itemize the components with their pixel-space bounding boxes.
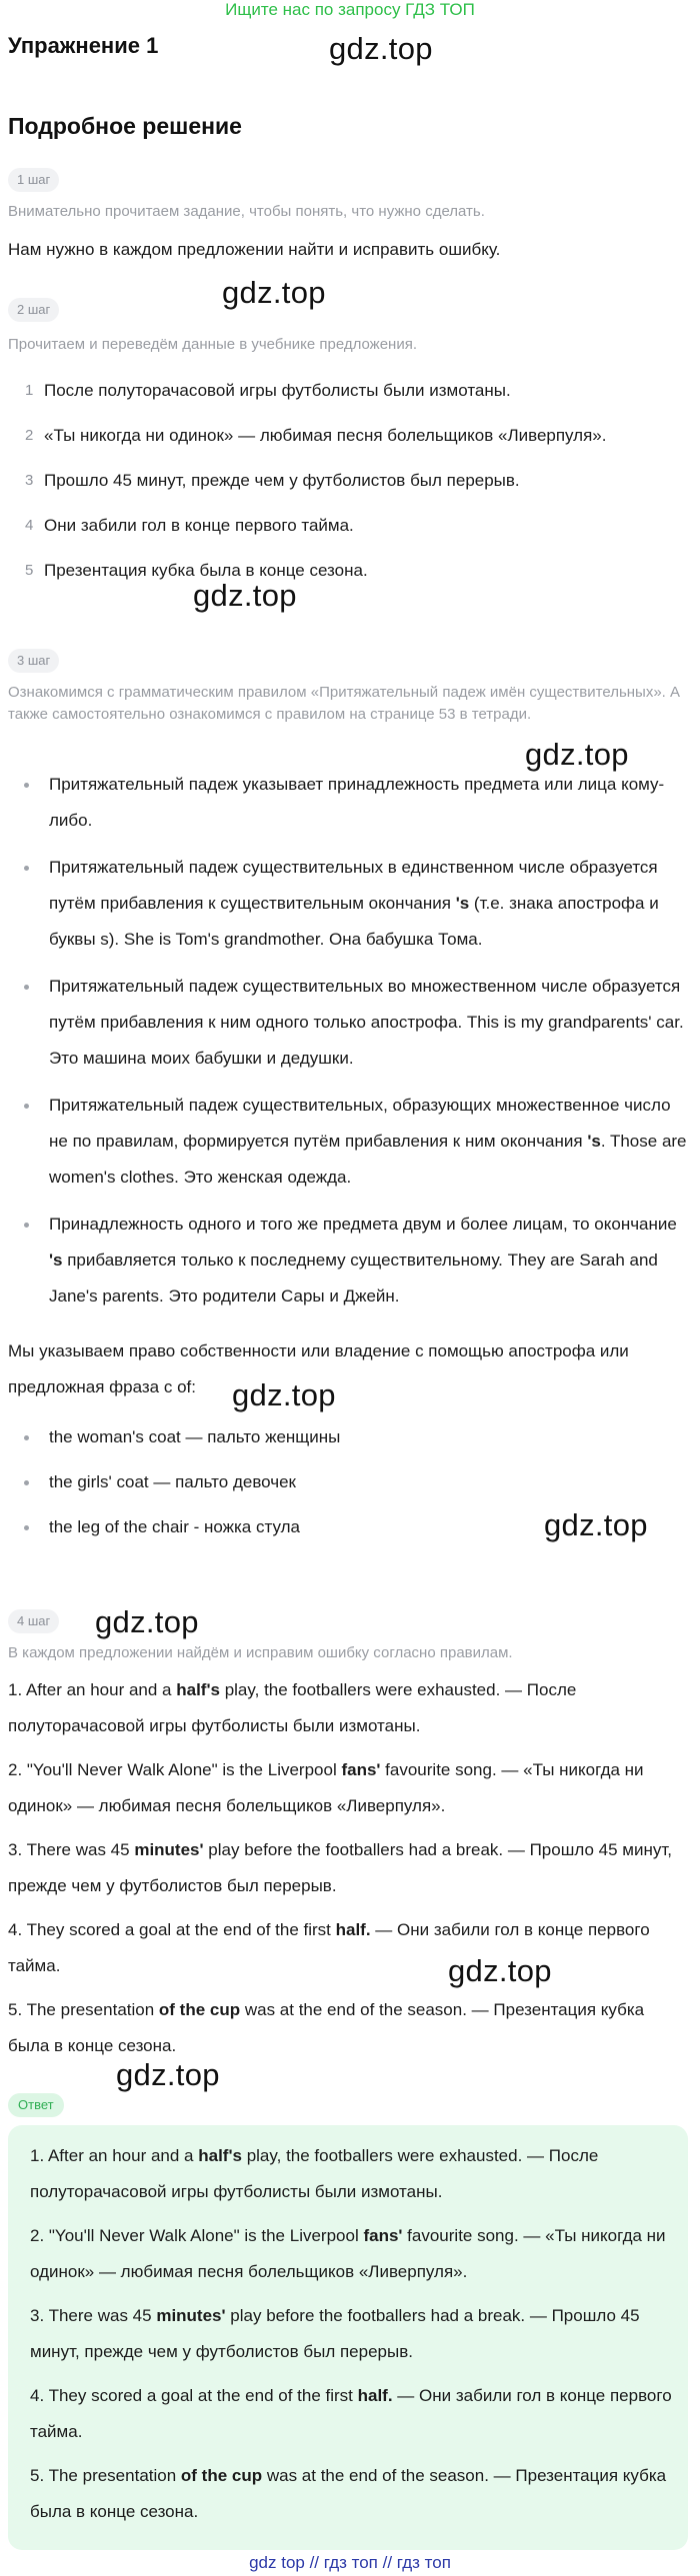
item-text: Презентация кубка была в конце сезона. (44, 560, 368, 580)
correction-text: 3. There was 45 (8, 1840, 135, 1859)
item-number: 4 (25, 517, 34, 534)
translation-list (8, 368, 690, 593)
bullet-dot (24, 1525, 29, 1530)
list-item (8, 1207, 688, 1314)
example-text: the girls' coat — пальто девочек (49, 1472, 296, 1491)
answer-text: favourite song. — «Ты никогда ни одинок» — любимая песня болельщиков «Ливерпуля». (30, 2226, 666, 2281)
correction-item (8, 1912, 690, 1984)
answer-highlight: of the cup (180, 2466, 263, 2485)
watermark: gdz.top (232, 1377, 336, 1412)
answer-text: 5. The presentation (30, 2466, 181, 2485)
answer-corrections (30, 2138, 678, 2538)
page-title: Упражнение 1 (8, 33, 159, 58)
correction-item (8, 1832, 690, 1904)
answer-highlight: fans' (363, 2226, 403, 2245)
item-text: Они забили гол в конце первого тайма. (44, 515, 354, 535)
answer-item (30, 2138, 678, 2210)
watermark: gdz.top (95, 1604, 199, 1639)
answer-text: play before the footballers had a break. — Прошло 45 минут, прежде чем у футболистов был перерыв. (30, 2306, 640, 2361)
step-note: Ознакомимся с грамматическим правилом «Притяжательный падеж имён существительных». А также самостоятельно ознакомимся с правилом на странице 53 в тетради. (8, 684, 681, 723)
correction-highlight: minutes' (134, 1840, 204, 1859)
item-number: 3 (25, 472, 34, 489)
item-number: 5 (25, 562, 34, 579)
bullet-dot (24, 1104, 29, 1109)
list-item (8, 548, 690, 593)
rule-text: Принадлежность одного и того же предмета двум и более лицам, то окончание (49, 1215, 677, 1234)
rule-highlight: 's (455, 894, 470, 913)
answer-item (30, 2298, 678, 2370)
correction-text: 2. "You'll Never Walk Alone" is the Liverpool (8, 1760, 342, 1779)
step-note: В каждом предложении найдём и исправим ошибку согласно правилам. (8, 1644, 513, 1661)
correction-item (8, 1752, 690, 1824)
answer-highlight: half's (198, 2146, 242, 2165)
step-badge: 1 шаг (8, 168, 59, 192)
correction-text: was at the end of the season. — Презентация кубка была в конце сезона. (8, 2000, 645, 2055)
correction-text: 1. After an hour and a (8, 1680, 177, 1699)
answer-text: was at the end of the season. — Презентация кубка была в конце сезона. (30, 2466, 667, 2521)
examples-list (8, 1419, 688, 1554)
list-item (8, 368, 690, 413)
example-text: the woman's coat — пальто женщины (49, 1427, 341, 1446)
step-badge: 2 шаг (8, 298, 59, 322)
step-note: Внимательно прочитаем задание, чтобы понять, что нужно сделать. (8, 203, 485, 220)
rule-text: Притяжательный падеж указывает принадлежность предмета или лица кому-либо. (49, 775, 665, 830)
watermark: gdz.top (193, 578, 297, 613)
list-item (8, 503, 690, 548)
rules-list (8, 767, 688, 1325)
bullet-dot (24, 783, 29, 788)
correction-item (8, 1992, 690, 2064)
list-item (8, 850, 688, 958)
rule-text: Притяжательный падеж существительных в единственном числе образуется путём прибавления к существительным окончания (49, 858, 658, 913)
answer-text: — Они забили гол в конце первого тайма. (30, 2386, 672, 2441)
bullet-dot (24, 1435, 29, 1440)
item-text: «Ты никогда ни одинок» — любимая песня болельщиков «Ливерпуля». (44, 425, 607, 445)
answer-highlight: half. (357, 2386, 393, 2405)
correction-item (8, 1672, 690, 1744)
bullet-dot (24, 1223, 29, 1228)
step-note: Прочитаем и переведём данные в учебнике предложения. (8, 336, 418, 353)
example-text: the leg of the chair - ножка стула (49, 1517, 300, 1536)
step-badge: 4 шаг (8, 1609, 59, 1633)
step-badge: 3 шаг (8, 649, 59, 673)
list-item (8, 413, 690, 458)
watermark: gdz.top (448, 1953, 552, 1988)
correction-text: play, the footballers were exhausted. — После полуторачасовой игры футболисты были измотаны. (8, 1680, 577, 1735)
list-item (8, 458, 690, 503)
rule-text: Притяжательный падеж существительных во множественном числе образуется путём прибавления к ним одного только апострофа. This is my grandparents' car. Это машина моих бабушки и дедушки. (49, 977, 684, 1068)
watermark: gdz.top (525, 737, 629, 772)
correction-highlight: fans' (341, 1760, 381, 1779)
step-text: Нам нужно в каждом предложении найти и исправить ошибку. (8, 240, 501, 259)
correction-highlight: half. (335, 1920, 371, 1939)
footer-links[interactable]: gdz top // гдз топ // гдз топ (249, 2553, 451, 2572)
correction-highlight: of the cup (158, 2000, 241, 2019)
bullet-dot (24, 1480, 29, 1485)
correction-text: favourite song. — «Ты никогда ни одинок» — любимая песня болельщиков «Ливерпуля». (8, 1760, 644, 1815)
watermark: gdz.top (544, 1507, 648, 1542)
section-title: Подробное решение (8, 113, 242, 139)
corrections (8, 1672, 690, 2072)
correction-highlight: half's (176, 1680, 220, 1699)
watermark: gdz.top (222, 275, 326, 310)
answer-item (30, 2218, 678, 2290)
list-item (8, 767, 688, 839)
answer-text: 3. There was 45 (30, 2306, 157, 2325)
answer-highlight: minutes' (156, 2306, 226, 2325)
answer-text: 2. "You'll Never Walk Alone" is the Liverpool (30, 2226, 364, 2245)
list-item (8, 969, 688, 1077)
item-number: 2 (25, 427, 34, 444)
rule-highlight: 's (587, 1132, 601, 1151)
search-banner[interactable]: Ищите нас по запросу ГДЗ ТОП (225, 0, 475, 19)
list-item (8, 1419, 688, 1455)
item-text: Прошло 45 минут, прежде чем у футболистов был перерыв. (44, 470, 520, 490)
answer-badge: Ответ (8, 2093, 64, 2117)
rule-highlight: 's (49, 1251, 63, 1270)
correction-text: play before the footballers had a break. — Прошло 45 минут, прежде чем у футболистов был перерыв. (8, 1840, 672, 1895)
rule-text: прибавляется только к последнему существительному. They are Sarah and Jane's parents. Это родители Сары и Джейн. (49, 1251, 658, 1305)
answer-text: 4. They scored a goal at the end of the first (30, 2386, 358, 2405)
item-text: После полуторачасовой игры футболисты были измотаны. (44, 380, 511, 400)
answer-text: play, the footballers were exhausted. — После полуторачасовой игры футболисты были измотаны. (30, 2146, 599, 2201)
watermark: gdz.top (116, 2057, 220, 2092)
rule-text: Притяжательный падеж существительных, образующих множественное число не по правилам, формируется путём прибавления к ним окончания (49, 1096, 671, 1151)
ownership-intro: Мы указываем право собственности или владение с помощью апострофа или предложная фраза с of: (8, 1341, 629, 1396)
rule-text: . Those are women's clothes. Это женская одежда. (49, 1132, 687, 1187)
watermark: gdz.top (329, 31, 433, 66)
answer-item (30, 2378, 678, 2450)
rule-text: (т.е. знака апострофа и буквы s). She is Tom's grandmother. Она бабушка Тома. (49, 894, 659, 949)
list-item (8, 1464, 688, 1500)
correction-text: — Они забили гол в конце первого тайма. (8, 1920, 650, 1975)
bullet-dot (24, 866, 29, 871)
list-item (8, 1509, 688, 1545)
item-number: 1 (25, 382, 34, 399)
list-item (8, 1088, 688, 1196)
answer-item (30, 2458, 678, 2530)
correction-text: 5. The presentation (8, 2000, 159, 2019)
bullet-dot (24, 985, 29, 990)
answer-text: 1. After an hour and a (30, 2146, 199, 2165)
correction-text: 4. They scored a goal at the end of the first (8, 1920, 336, 1939)
